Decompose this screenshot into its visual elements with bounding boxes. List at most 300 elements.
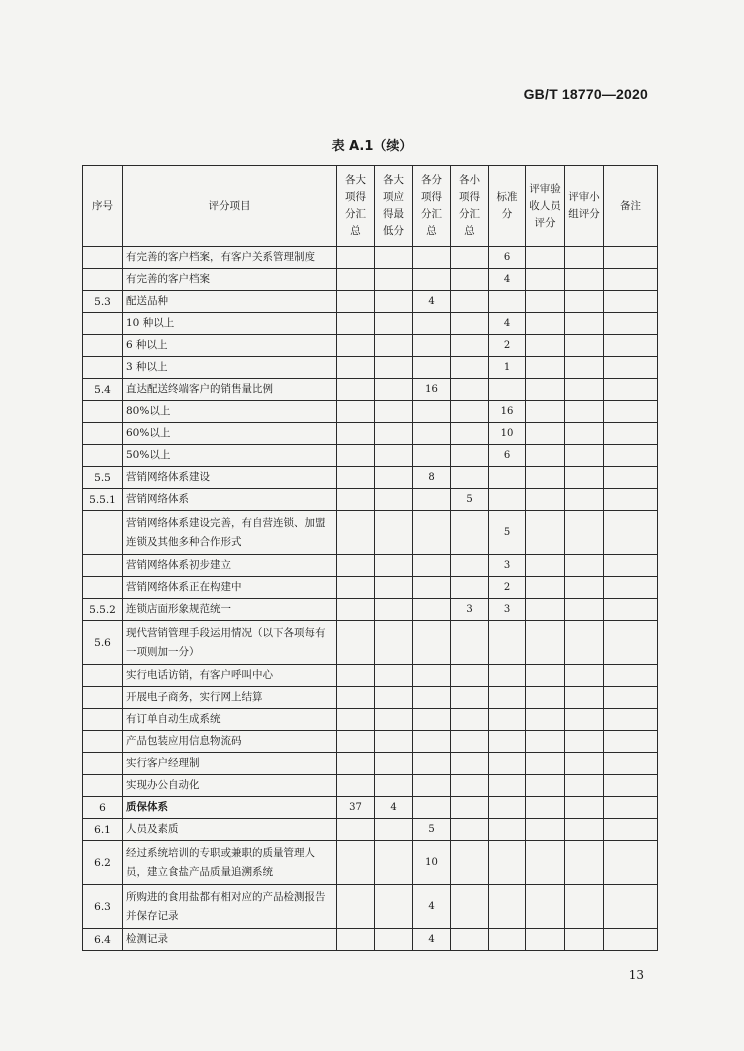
cell-small-total	[451, 379, 489, 401]
cell-big-min	[375, 357, 413, 379]
cell-reviewer-score	[526, 401, 565, 423]
cell-sub-total	[413, 621, 451, 665]
cell-big-total	[337, 709, 375, 731]
cell-big-total	[337, 885, 375, 929]
cell-big-min	[375, 731, 413, 753]
cell-reviewer-score	[526, 819, 565, 841]
cell-seq	[83, 731, 123, 753]
cell-item: 现代营销管理手段运用情况（以下各项每有一项则加一分）	[123, 621, 337, 665]
cell-sub-total	[413, 511, 451, 555]
cell-reviewer-score	[526, 599, 565, 621]
cell-big-min	[375, 665, 413, 687]
table-body	[83, 247, 658, 951]
cell-seq: 5.5	[83, 467, 123, 489]
cell-reviewer-score	[526, 247, 565, 269]
cell-small-total	[451, 445, 489, 467]
cell-big-min	[375, 335, 413, 357]
cell-small-total	[451, 269, 489, 291]
cell-reviewer-score	[526, 709, 565, 731]
cell-small-total	[451, 467, 489, 489]
table-row	[83, 885, 658, 929]
col-header-sub-total: 各分项得分汇总	[413, 166, 451, 247]
cell-seq	[83, 335, 123, 357]
cell-big-min	[375, 775, 413, 797]
table-row	[83, 665, 658, 687]
cell-big-min	[375, 577, 413, 599]
cell-big-total	[337, 599, 375, 621]
cell-reviewer-score	[526, 621, 565, 665]
standard-code: GB/T 18770—2020	[523, 86, 648, 102]
cell-remark	[604, 511, 658, 555]
cell-big-min	[375, 401, 413, 423]
cell-item: 有完善的客户档案	[123, 269, 337, 291]
cell-standard-score	[489, 379, 526, 401]
cell-seq	[83, 401, 123, 423]
cell-big-total: 37	[337, 797, 375, 819]
cell-big-total	[337, 401, 375, 423]
table-row	[83, 357, 658, 379]
cell-big-min	[375, 555, 413, 577]
cell-reviewer-score	[526, 687, 565, 709]
cell-reviewer-score	[526, 423, 565, 445]
cell-panel-score	[565, 335, 604, 357]
table-row	[83, 445, 658, 467]
cell-panel-score	[565, 511, 604, 555]
cell-item: 6 种以上	[123, 335, 337, 357]
cell-small-total	[451, 335, 489, 357]
cell-standard-score	[489, 467, 526, 489]
cell-seq: 5.5.1	[83, 489, 123, 511]
cell-panel-score	[565, 445, 604, 467]
cell-item: 3 种以上	[123, 357, 337, 379]
cell-panel-score	[565, 489, 604, 511]
cell-remark	[604, 401, 658, 423]
cell-big-min	[375, 885, 413, 929]
cell-sub-total: 4	[413, 929, 451, 951]
cell-big-total	[337, 621, 375, 665]
cell-seq: 5.3	[83, 291, 123, 313]
cell-item: 有完善的客户档案，有客户关系管理制度	[123, 247, 337, 269]
cell-sub-total	[413, 445, 451, 467]
cell-seq	[83, 753, 123, 775]
cell-panel-score	[565, 797, 604, 819]
table-row	[83, 797, 658, 819]
cell-standard-score	[489, 775, 526, 797]
cell-small-total	[451, 797, 489, 819]
cell-big-total	[337, 357, 375, 379]
cell-item: 50%以上	[123, 445, 337, 467]
cell-seq: 6	[83, 797, 123, 819]
cell-big-total	[337, 291, 375, 313]
cell-item: 营销网络体系正在构建中	[123, 577, 337, 599]
cell-big-total	[337, 929, 375, 951]
cell-item: 营销网络体系	[123, 489, 337, 511]
cell-panel-score	[565, 885, 604, 929]
cell-remark	[604, 753, 658, 775]
cell-panel-score	[565, 929, 604, 951]
cell-remark	[604, 709, 658, 731]
cell-small-total	[451, 423, 489, 445]
cell-remark	[604, 357, 658, 379]
cell-big-total	[337, 423, 375, 445]
cell-panel-score	[565, 621, 604, 665]
cell-seq	[83, 687, 123, 709]
table-row	[83, 269, 658, 291]
cell-remark	[604, 335, 658, 357]
cell-reviewer-score	[526, 555, 565, 577]
table-row	[83, 599, 658, 621]
cell-item: 实行客户经理制	[123, 753, 337, 775]
cell-big-min	[375, 819, 413, 841]
cell-standard-score	[489, 665, 526, 687]
cell-item: 营销网络体系建设完善，有自营连锁、加盟连锁及其他多种合作形式	[123, 511, 337, 555]
cell-remark	[604, 819, 658, 841]
cell-big-min: 4	[375, 797, 413, 819]
table-row	[83, 929, 658, 951]
cell-seq	[83, 445, 123, 467]
cell-standard-score	[489, 709, 526, 731]
cell-panel-score	[565, 313, 604, 335]
cell-panel-score	[565, 401, 604, 423]
cell-big-total	[337, 753, 375, 775]
cell-small-total	[451, 929, 489, 951]
col-header-seq: 序号	[83, 166, 123, 247]
cell-seq	[83, 775, 123, 797]
cell-sub-total	[413, 797, 451, 819]
cell-reviewer-score	[526, 775, 565, 797]
cell-big-total	[337, 819, 375, 841]
col-header-big-total: 各大项得分汇总	[337, 166, 375, 247]
cell-small-total	[451, 401, 489, 423]
table-row	[83, 731, 658, 753]
table-row	[83, 775, 658, 797]
cell-standard-score: 2	[489, 335, 526, 357]
cell-big-total	[337, 445, 375, 467]
cell-item: 人员及素质	[123, 819, 337, 841]
cell-small-total	[451, 577, 489, 599]
cell-panel-score	[565, 599, 604, 621]
cell-small-total	[451, 841, 489, 885]
cell-standard-score: 10	[489, 423, 526, 445]
cell-small-total	[451, 731, 489, 753]
cell-sub-total	[413, 489, 451, 511]
cell-reviewer-score	[526, 379, 565, 401]
table-row	[83, 753, 658, 775]
cell-item: 产品包装应用信息物流码	[123, 731, 337, 753]
cell-big-min	[375, 313, 413, 335]
cell-big-min	[375, 621, 413, 665]
cell-standard-score: 6	[489, 247, 526, 269]
table-row	[83, 489, 658, 511]
cell-seq	[83, 423, 123, 445]
cell-big-min	[375, 489, 413, 511]
cell-sub-total	[413, 401, 451, 423]
cell-panel-score	[565, 775, 604, 797]
cell-standard-score	[489, 687, 526, 709]
cell-standard-score	[489, 621, 526, 665]
table-row	[83, 621, 658, 665]
cell-seq	[83, 269, 123, 291]
cell-reviewer-score	[526, 665, 565, 687]
cell-small-total	[451, 357, 489, 379]
cell-reviewer-score	[526, 313, 565, 335]
cell-standard-score: 2	[489, 577, 526, 599]
cell-panel-score	[565, 291, 604, 313]
cell-panel-score	[565, 709, 604, 731]
cell-big-min	[375, 445, 413, 467]
cell-remark	[604, 269, 658, 291]
cell-panel-score	[565, 467, 604, 489]
cell-standard-score: 3	[489, 599, 526, 621]
cell-panel-score	[565, 357, 604, 379]
cell-big-min	[375, 599, 413, 621]
cell-item: 80%以上	[123, 401, 337, 423]
cell-reviewer-score	[526, 445, 565, 467]
cell-item: 所购进的食用盐都有相对应的产品检测报告并保存记录	[123, 885, 337, 929]
cell-small-total	[451, 291, 489, 313]
cell-remark	[604, 555, 658, 577]
cell-small-total	[451, 621, 489, 665]
cell-sub-total	[413, 269, 451, 291]
table-row	[83, 511, 658, 555]
cell-sub-total: 5	[413, 819, 451, 841]
cell-standard-score	[489, 841, 526, 885]
cell-sub-total	[413, 555, 451, 577]
cell-big-min	[375, 247, 413, 269]
cell-reviewer-score	[526, 291, 565, 313]
cell-panel-score	[565, 269, 604, 291]
table-row	[83, 709, 658, 731]
cell-big-min	[375, 269, 413, 291]
cell-reviewer-score	[526, 357, 565, 379]
cell-standard-score	[489, 885, 526, 929]
cell-remark	[604, 423, 658, 445]
cell-panel-score	[565, 731, 604, 753]
table-row	[83, 555, 658, 577]
cell-panel-score	[565, 819, 604, 841]
table-row	[83, 819, 658, 841]
cell-remark	[604, 731, 658, 753]
cell-seq: 5.4	[83, 379, 123, 401]
cell-remark	[604, 665, 658, 687]
cell-reviewer-score	[526, 467, 565, 489]
cell-seq	[83, 555, 123, 577]
cell-standard-score: 5	[489, 511, 526, 555]
cell-big-total	[337, 467, 375, 489]
table-row	[83, 291, 658, 313]
cell-big-total	[337, 775, 375, 797]
cell-seq: 5.6	[83, 621, 123, 665]
table-row	[83, 577, 658, 599]
cell-big-min	[375, 467, 413, 489]
cell-item: 实现办公自动化	[123, 775, 337, 797]
cell-remark	[604, 291, 658, 313]
cell-sub-total	[413, 731, 451, 753]
cell-big-min	[375, 511, 413, 555]
cell-seq: 5.5.2	[83, 599, 123, 621]
cell-standard-score	[489, 797, 526, 819]
cell-sub-total	[413, 357, 451, 379]
col-header-big-min: 各大项应得最低分	[375, 166, 413, 247]
cell-item: 直达配送终端客户的销售量比例	[123, 379, 337, 401]
page-number: 13	[628, 968, 644, 982]
cell-reviewer-score	[526, 731, 565, 753]
cell-big-total	[337, 379, 375, 401]
table-row	[83, 423, 658, 445]
cell-big-min	[375, 929, 413, 951]
cell-reviewer-score	[526, 269, 565, 291]
cell-sub-total	[413, 335, 451, 357]
cell-big-min	[375, 687, 413, 709]
cell-item: 配送品种	[123, 291, 337, 313]
cell-small-total	[451, 885, 489, 929]
table-header-row	[83, 166, 658, 247]
cell-sub-total	[413, 687, 451, 709]
table-row	[83, 379, 658, 401]
cell-remark	[604, 687, 658, 709]
cell-big-min	[375, 753, 413, 775]
cell-small-total	[451, 511, 489, 555]
cell-big-min	[375, 841, 413, 885]
cell-remark	[604, 247, 658, 269]
cell-sub-total: 4	[413, 885, 451, 929]
cell-remark	[604, 489, 658, 511]
cell-remark	[604, 621, 658, 665]
cell-big-min	[375, 291, 413, 313]
cell-small-total	[451, 665, 489, 687]
cell-standard-score: 6	[489, 445, 526, 467]
cell-seq	[83, 709, 123, 731]
cell-big-total	[337, 841, 375, 885]
cell-panel-score	[565, 555, 604, 577]
cell-standard-score	[489, 929, 526, 951]
cell-remark	[604, 885, 658, 929]
cell-seq: 6.1	[83, 819, 123, 841]
cell-standard-score: 3	[489, 555, 526, 577]
cell-big-total	[337, 665, 375, 687]
cell-big-total	[337, 577, 375, 599]
cell-big-total	[337, 335, 375, 357]
cell-small-total	[451, 709, 489, 731]
cell-panel-score	[565, 577, 604, 599]
col-header-small-total: 各小项得分汇总	[451, 166, 489, 247]
cell-reviewer-score	[526, 885, 565, 929]
cell-reviewer-score	[526, 929, 565, 951]
cell-remark	[604, 599, 658, 621]
cell-item: 经过系统培训的专职或兼职的质量管理人员，建立食盐产品质量追溯系统	[123, 841, 337, 885]
cell-item: 检测记录	[123, 929, 337, 951]
cell-sub-total: 8	[413, 467, 451, 489]
cell-remark	[604, 775, 658, 797]
cell-reviewer-score	[526, 841, 565, 885]
cell-sub-total	[413, 423, 451, 445]
cell-item: 60%以上	[123, 423, 337, 445]
cell-seq	[83, 313, 123, 335]
cell-sub-total: 16	[413, 379, 451, 401]
cell-item: 连锁店面形象规范统一	[123, 599, 337, 621]
cell-small-total: 3	[451, 599, 489, 621]
cell-panel-score	[565, 247, 604, 269]
cell-remark	[604, 379, 658, 401]
cell-standard-score	[489, 489, 526, 511]
cell-reviewer-score	[526, 577, 565, 599]
scoring-table	[82, 165, 658, 951]
cell-seq: 6.2	[83, 841, 123, 885]
cell-standard-score	[489, 819, 526, 841]
col-header-reviewer-score: 评审验收人员评分	[526, 166, 565, 247]
cell-big-total	[337, 555, 375, 577]
cell-remark	[604, 467, 658, 489]
cell-seq	[83, 357, 123, 379]
cell-seq	[83, 577, 123, 599]
cell-item: 开展电子商务，实行网上结算	[123, 687, 337, 709]
cell-remark	[604, 797, 658, 819]
col-header-remark: 备注	[604, 166, 658, 247]
cell-seq: 6.3	[83, 885, 123, 929]
cell-small-total	[451, 819, 489, 841]
table-row	[83, 335, 658, 357]
cell-small-total	[451, 753, 489, 775]
cell-big-min	[375, 709, 413, 731]
table-row	[83, 401, 658, 423]
cell-small-total	[451, 247, 489, 269]
cell-standard-score: 1	[489, 357, 526, 379]
cell-panel-score	[565, 841, 604, 885]
cell-standard-score: 4	[489, 269, 526, 291]
cell-seq	[83, 247, 123, 269]
cell-small-total	[451, 775, 489, 797]
cell-big-total	[337, 489, 375, 511]
cell-small-total	[451, 313, 489, 335]
col-header-item: 评分项目	[123, 166, 337, 247]
cell-sub-total	[413, 599, 451, 621]
cell-big-total	[337, 247, 375, 269]
cell-big-total	[337, 687, 375, 709]
cell-small-total	[451, 555, 489, 577]
cell-panel-score	[565, 379, 604, 401]
cell-remark	[604, 445, 658, 467]
cell-sub-total	[413, 313, 451, 335]
table-row	[83, 467, 658, 489]
col-header-standard-score: 标准分	[489, 166, 526, 247]
col-header-panel-score: 评审小组评分	[565, 166, 604, 247]
cell-reviewer-score	[526, 335, 565, 357]
cell-big-total	[337, 511, 375, 555]
cell-big-min	[375, 379, 413, 401]
cell-remark	[604, 841, 658, 885]
table-row	[83, 313, 658, 335]
cell-big-min	[375, 423, 413, 445]
table-row	[83, 247, 658, 269]
cell-sub-total	[413, 775, 451, 797]
cell-standard-score: 16	[489, 401, 526, 423]
cell-panel-score	[565, 665, 604, 687]
cell-panel-score	[565, 753, 604, 775]
cell-reviewer-score	[526, 753, 565, 775]
cell-seq: 6.4	[83, 929, 123, 951]
cell-panel-score	[565, 687, 604, 709]
cell-reviewer-score	[526, 511, 565, 555]
cell-sub-total	[413, 577, 451, 599]
cell-seq	[83, 665, 123, 687]
cell-remark	[604, 313, 658, 335]
cell-sub-total	[413, 665, 451, 687]
cell-item: 实行电话访销，有客户呼叫中心	[123, 665, 337, 687]
cell-sub-total	[413, 709, 451, 731]
cell-big-total	[337, 269, 375, 291]
cell-sub-total: 10	[413, 841, 451, 885]
cell-panel-score	[565, 423, 604, 445]
